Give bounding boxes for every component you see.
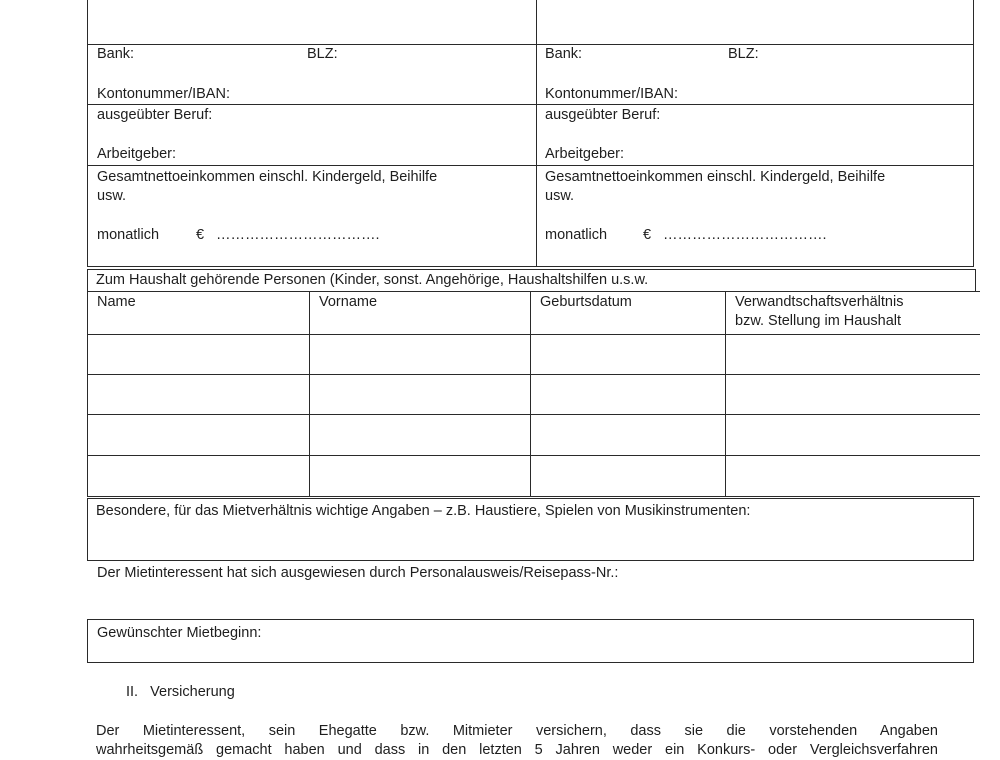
table-cell-name[interactable] xyxy=(88,456,309,496)
column-header-name: Name xyxy=(97,294,136,310)
column-header-relationship-cont: bzw. Stellung im Haushalt xyxy=(735,313,902,329)
amount-dots-right: ……………………………. xyxy=(663,227,827,243)
section-heading: II. Versicherung xyxy=(126,684,235,700)
move-in-label: Gewünschter Mietbeginn: xyxy=(97,625,262,641)
column-header-relationship: Verwandtschaftsverhältnis xyxy=(735,294,904,310)
blz-label-left: BLZ: xyxy=(307,46,338,62)
table-cell-birthdate[interactable] xyxy=(531,456,725,496)
table-cell-relationship[interactable] xyxy=(726,335,980,374)
table-cell-relationship[interactable] xyxy=(726,456,980,496)
table-cell-firstname[interactable] xyxy=(310,375,530,414)
table-cell-name[interactable] xyxy=(88,375,309,414)
column-header-firstname: Vorname xyxy=(319,294,378,310)
table-cell-name[interactable] xyxy=(88,415,309,455)
table-cell-birthdate[interactable] xyxy=(531,375,725,414)
income-label-left: Gesamtnettoeinkommen einschl. Kindergeld, Beihilfe xyxy=(97,169,438,185)
euro-sign-left: € xyxy=(196,227,205,243)
declaration-line-1: Der Mietinteressent, sein Ehegatte bzw. Mitmieter versichern, dass sie die vorstehenden Angaben xyxy=(96,723,938,739)
special-info-label: Besondere, für das Mietverhältnis wichtige Angaben – z.B. Haustiere, Spielen von Musikinstrumenten: xyxy=(96,503,751,519)
income-label-right-cont: usw. xyxy=(545,188,575,204)
table-cell-name[interactable] xyxy=(88,335,309,374)
table-cell-relationship[interactable] xyxy=(726,415,980,455)
identification-text: Der Mietinteressent hat sich ausgewiesen durch Personalausweis/Reisepass-Nr.: xyxy=(97,565,619,581)
occupation-label-left: ausgeübter Beruf: xyxy=(97,107,213,123)
monthly-label-right: monatlich xyxy=(545,227,608,243)
table-cell-firstname[interactable] xyxy=(310,456,530,496)
employer-label-right: Arbeitgeber: xyxy=(545,146,624,162)
table-cell-firstname[interactable] xyxy=(310,335,530,374)
table-cell-firstname[interactable] xyxy=(310,415,530,455)
income-label-right: Gesamtnettoeinkommen einschl. Kindergeld, Beihilfe xyxy=(545,169,886,185)
table-cell-relationship[interactable] xyxy=(726,375,980,414)
euro-sign-right: € xyxy=(643,227,652,243)
bank-label-left: Bank: xyxy=(97,46,135,62)
declaration-line-2: wahrheitsgemäß gemacht haben und dass in den letzten 5 Jahren weder ein Konkurs- oder Vergleichsverfahren xyxy=(96,742,938,758)
bank-label-right: Bank: xyxy=(545,46,583,62)
blz-label-right: BLZ: xyxy=(728,46,759,62)
occupation-label-right: ausgeübter Beruf: xyxy=(545,107,661,123)
amount-dots-left: ……………………………. xyxy=(216,227,380,243)
monthly-label-left: monatlich xyxy=(97,227,160,243)
employer-label-left: Arbeitgeber: xyxy=(97,146,176,162)
table-cell-birthdate[interactable] xyxy=(531,415,725,455)
iban-label-left: Kontonummer/IBAN: xyxy=(97,86,230,102)
iban-label-right: Kontonummer/IBAN: xyxy=(545,86,678,102)
household-title: Zum Haushalt gehörende Personen (Kinder, sonst. Angehörige, Haushaltshilfen u.s.w. xyxy=(96,272,649,288)
table-cell-birthdate[interactable] xyxy=(531,335,725,374)
income-label-left-cont: usw. xyxy=(97,188,127,204)
column-header-birthdate: Geburtsdatum xyxy=(540,294,632,310)
